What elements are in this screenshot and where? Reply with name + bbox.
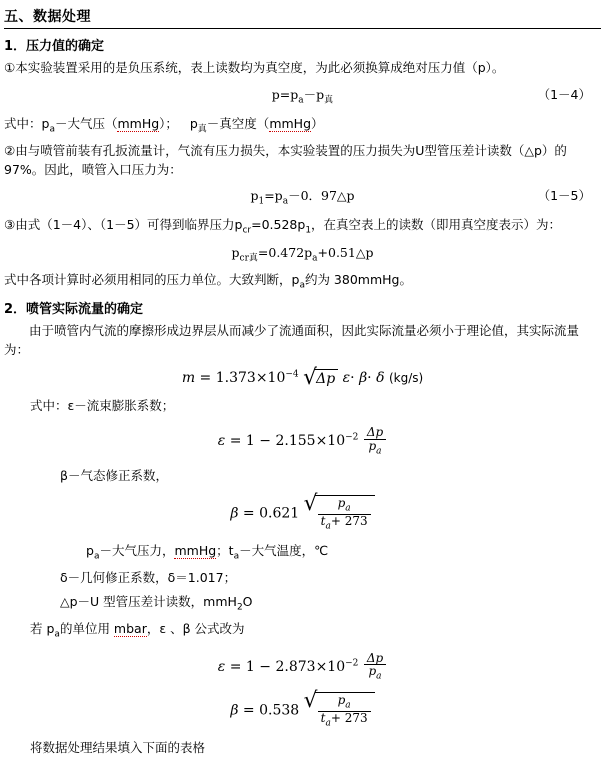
equation-1-4-body: $p=p_a-p_真$ [271,86,334,106]
subsection-1-heading: 1．压力值的确定 [4,39,105,54]
equation-1-5 [0,187,605,208]
equation-1-5-number: （1－5） [537,188,591,204]
where-line-1: 式中：$p_a-$大气压（mmHg）； $p_真-$真空度（mmHg） [4,115,324,135]
where-line-beta: β－气态修正系数， [60,467,168,483]
paragraph-item-2: ②由与喷管前装有孔扳流量计，气流有压力损失，本实验装置的压力损失为U型管压差计读数（△p）的 97%。因此，喷管入口压力为： [4,142,567,177]
fraction-dp-over-pa: $\frac{\Delta p}{p_a}$ [364,426,386,456]
subsection-2-heading: 2．喷管实际流量的确定 [4,301,144,317]
note-pressure-units: 式中各项计算时必须用相同的压力单位。大致判断，$p_a$约为 380mmHg。 [4,271,412,291]
where-line-delta: δ－几何修正系数，δ＝1.017； [60,570,237,586]
equation-1-6: $p_{cr真}=0.472p_a+0.51\triangle p$ [231,245,374,264]
equation-beta-1: β = 0.621 √ $\frac{p_a}{t_a+ 273}$ [0,495,605,532]
equation-beta-2: β = 0.538 √ $\frac{p_a}{t_a+ 273}$ [0,692,605,729]
paragraph-item-3: ③由式（1－4）、（1－5）可得到临界压力$p_{cr}=0.528p_1$，在真空表上的读数（即用真空度表示）为： [4,217,562,236]
section-heading: 五、数据处理 [4,9,91,25]
document-page [0,6,605,755]
equation-1-4 [0,86,605,107]
radical-delta-p: √ Δp [303,369,338,387]
paragraph-item-4: 由于喷管内气流的摩擦形成边界层从而减少了流通面积，因此实际流量必须小于理论值，其实际流量 为： [4,322,580,357]
heading-divider [4,28,601,29]
closing-line: 将数据处理结果填入下面的表格 [30,739,206,755]
radical-pa-over-ta: √ $\frac{p_a}{t_a+ 273}$ [304,495,375,532]
fraction-dp-over-pa-2: $\frac{\Delta p}{p_a}$ [364,652,386,682]
where-line-pa-ta: $p_a-$大气压力，mmHg；$t_a-$大气温度，℃ [86,543,329,562]
paragraph-item-1: ①本实验装置采用的是负压系统，表上读数均为真空度，为此必须换算成绝对压力值（p）。 [4,60,505,75]
note-mbar-units: 若 $p_a$的单位用 mbar，ε 、β 公式改为 [30,620,245,640]
equation-epsilon-2: $\varepsilon = 1 - 2.873\times 10^{-2}$ $\frac{\Delta p}{p_a}$ [0,652,605,682]
equation-1-4-number: （1－4） [537,86,591,102]
equation-1-5-body: $p_1=p_a-0$．97△p [250,188,355,207]
equation-epsilon-1: $\varepsilon = 1 - 2.155\times 10^{-2}$ $\frac{\Delta p}{p_a}$ [0,426,605,456]
where-line-epsilon: 式中：ε－流束膨胀系数； [30,398,175,414]
where-line-dp: △p－U 型管压差计读数，mmH$_2$O [60,593,253,613]
equation-mass-flow: $m = 1.373\times 10^{-4}$ √ Δp ε· β· δ (kg/s) [0,369,605,387]
radical-pa-over-ta-2: √ $\frac{p_a}{t_a+ 273}$ [304,692,375,729]
